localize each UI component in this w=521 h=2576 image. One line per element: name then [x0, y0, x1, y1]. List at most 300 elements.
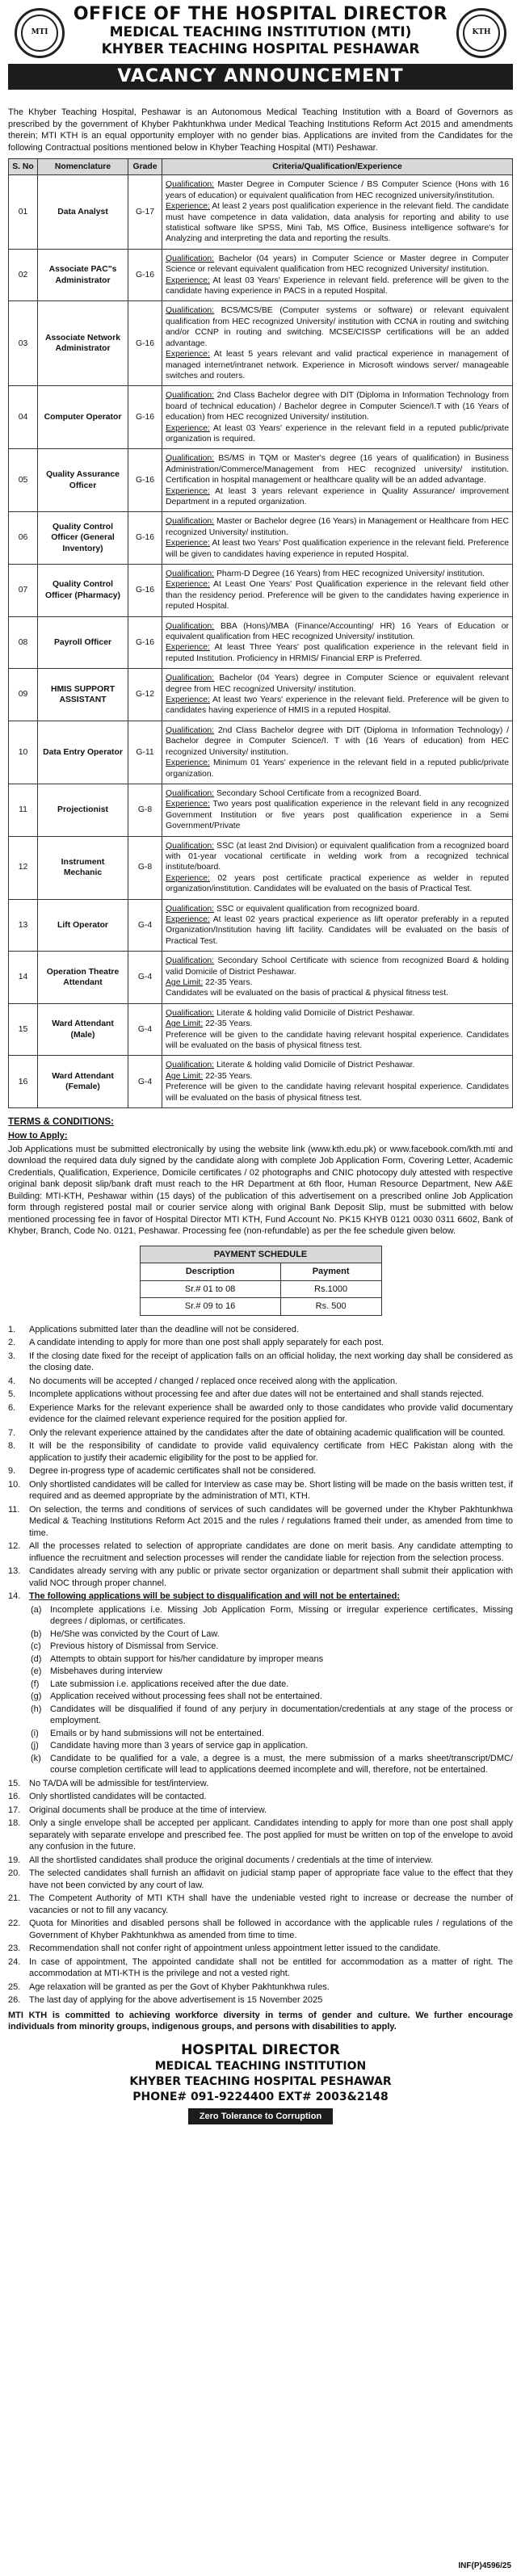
qualification-text: Secondary School Certificate from a recognized Board. [216, 788, 422, 798]
term-item [8, 1791, 513, 1803]
experience-line [166, 695, 509, 716]
term-number: 9. [8, 1466, 16, 1477]
experience-label: Experience: [166, 580, 210, 590]
term-item [8, 1591, 513, 1603]
header [8, 5, 513, 102]
col-grade: Grade [128, 159, 162, 175]
serial-number: 13 [9, 899, 38, 952]
qualification-line [166, 516, 509, 538]
serial-number: 11 [9, 784, 38, 836]
payment-amount: Rs.1000 [280, 1280, 381, 1298]
criteria-cell [162, 175, 513, 249]
experience-label: Experience: [166, 873, 210, 883]
term-number: 21. [8, 1893, 21, 1904]
term-text: No documents will be accepted / changed / replaced once received along with the application. [29, 1376, 398, 1386]
experience-label: Experience: [166, 423, 210, 433]
term-text: It will be the responsibility of candidate to provide valid equivalency certificate from HEC Pakistan along with the application to justify their academic eligibility for the post to be applied for. [29, 1441, 513, 1463]
table-row [9, 512, 513, 565]
footer-title: HOSPITAL DIRECTOR [181, 2041, 340, 2058]
experience-label: Experience: [166, 486, 210, 496]
experience-line [166, 799, 509, 831]
qualification-text: SSC or equivalent qualification from recognized board. [216, 904, 420, 914]
term-number: 14. [8, 1591, 21, 1602]
intro-paragraph: The Khyber Teaching Hospital, Peshawar is an Autonomous Medical Teaching Institution with a Board of Governors as prescribed by the government of Khyber Pakhtunkhwa under Medical Teaching Institutions Reform Act 2015 and amendments therein; MTI KTH is an equal opportunity employer with no gender bias. Applications are invited from the Candidates for the following Contractual positions mentioned below in Khyber Teaching Hospital (MTI) Peshawar. [8, 107, 513, 153]
sub-item-letter: (j) [31, 1741, 39, 1751]
payment-row [140, 1280, 381, 1298]
table-row [9, 249, 513, 301]
position-name: Operation Theatre Attendant [38, 952, 128, 1004]
qualification-text: 2nd Class Bachelor degree with DIT (Diploma in Information Technology) / Bachelor degree in Computer Science/I. T with (16 Years of education) from HEC recognized University/ institution. [166, 725, 509, 757]
criteria-cell [162, 721, 513, 784]
vacancy-banner: VACANCY ANNOUNCEMENT [8, 64, 513, 90]
experience-label: Experience: [166, 275, 210, 285]
criteria-cell [162, 669, 513, 721]
sub-item [31, 1753, 513, 1776]
criteria-cell [162, 616, 513, 669]
vacancy-table-header [9, 159, 513, 175]
qualification-text: BBA (Hons)/MBA (Finance/Accounting/ HR) 16 Years of Education or equivalent qualification from HEC recognized University/ institution. [166, 621, 510, 642]
qualification-line [166, 453, 509, 485]
term-number: 18. [8, 1818, 21, 1829]
qualification-label: Qualification: [166, 1008, 215, 1018]
table-row [9, 784, 513, 836]
sub-item-letter: (k) [31, 1753, 41, 1763]
term-text: On selection, the terms and conditions of services of such candidates will be governed under the Khyber Pakhtunkhwa Medical & Teaching Institutions Reform Act 2015 and the rules / regulations framed their under, as amended from time to time. [29, 1504, 513, 1538]
term-number: 15. [8, 1778, 21, 1788]
term-text: Only shortlisted candidates will be called for Interview as case may be. Short listing will be made on the basis written test, if required and as deemed appropriate by the administration of MTI, KTH. [29, 1479, 513, 1502]
how-to-apply-heading: How to Apply: [8, 1131, 68, 1141]
serial-number: 09 [9, 669, 38, 721]
experience-label: Experience: [166, 759, 210, 768]
criteria-cell [162, 449, 513, 512]
position-name: Associate PAC"s Administrator [38, 249, 128, 301]
experience-line [166, 538, 509, 560]
term-number: 12. [8, 1541, 21, 1552]
serial-number: 06 [9, 512, 38, 565]
terms-list [8, 1324, 513, 2007]
serial-number: 07 [9, 565, 38, 617]
term-text: Only shortlisted candidates will be contacted. [29, 1792, 207, 1802]
term-text: If the closing date fixed for the receipt of application falls on an official holiday, the next working day shall be considered as the closing date. [29, 1351, 513, 1373]
experience-line [166, 201, 509, 245]
serial-number: 15 [9, 1003, 38, 1056]
experience-line [166, 579, 509, 611]
term-number: 6. [8, 1402, 16, 1413]
qualification-text: Master or Bachelor degree (16 Years) in Management or Healthcare from HEC recognized University/ institution. [166, 517, 509, 537]
sub-item-text: Candidate to be qualified for a vale, a degree is a must, the mere submission of a marks sheet/transcript/DMC/ course completion certificate will lead to applications deemed incomplete and will, therefore, not be entertained. [50, 1753, 513, 1775]
position-name: Data Analyst [38, 175, 128, 249]
grade: G-4 [128, 1003, 162, 1056]
qualification-line [166, 390, 509, 422]
grade: G-16 [128, 449, 162, 512]
sub-item [31, 1691, 513, 1703]
experience-label: Experience: [166, 202, 210, 212]
term-number: 17. [8, 1805, 21, 1815]
serial-number: 14 [9, 952, 38, 1004]
table-row [9, 565, 513, 617]
position-name: Quality Control Officer (Pharmacy) [38, 565, 128, 617]
qualification-line [166, 569, 509, 579]
qualification-line [166, 788, 509, 799]
term-number: 13. [8, 1566, 21, 1577]
age-limit-label: Age Limit: [166, 978, 204, 987]
qualification-label: Qualification: [166, 306, 215, 316]
logo-left-text: MTI [21, 15, 58, 52]
grade: G-4 [128, 899, 162, 952]
experience-line [166, 423, 509, 445]
experience-label: Experience: [166, 350, 210, 359]
qualification-label: Qualification: [166, 391, 215, 401]
criteria-cell [162, 836, 513, 899]
table-row [9, 1003, 513, 1056]
criteria-cell [162, 1003, 513, 1056]
grade: G-12 [128, 669, 162, 721]
term-item [8, 1981, 513, 1994]
table-row [9, 175, 513, 249]
term-number: 19. [8, 1855, 21, 1865]
position-name: Computer Operator [38, 386, 128, 449]
mti-logo [15, 8, 65, 58]
term-text: Quota for Minorities and disabled persons shall be followed in accordance with the applicable rules / regulations of the Government of Khyber Pakhtunkhwa as amended from time to time. [29, 1918, 513, 1940]
sub-item-letter: (g) [31, 1691, 42, 1702]
vacancy-table [8, 158, 513, 1108]
term-item [8, 1479, 513, 1502]
term-item [8, 1565, 513, 1589]
experience-text: At least 02 years practical experience as lift operator preferably in a reputed Organization/Institution having lift facility. Candidates will be evaluated on the basis of Practical Test. [166, 914, 509, 946]
sub-item-letter: (c) [31, 1641, 41, 1652]
sub-item-text: Misbehaves during interview [50, 1666, 162, 1677]
term-item [8, 1540, 513, 1564]
qualification-label: Qualification: [166, 1061, 215, 1070]
evaluation-note: Preference will be given to the candidate having relevant hospital experience. Candidates will be evaluated on the basis of physical fitness test. [166, 1030, 509, 1051]
grade: G-16 [128, 386, 162, 449]
footer [8, 2041, 513, 2125]
age-limit-label: Age Limit: [166, 1019, 204, 1029]
sub-item [31, 1666, 513, 1678]
grade: G-4 [128, 1056, 162, 1108]
kth-logo [456, 8, 506, 58]
term-item [8, 1805, 513, 1817]
payment-schedule-table [140, 1246, 382, 1316]
age-limit-label: Age Limit: [166, 1071, 204, 1081]
term-item [8, 1855, 513, 1867]
position-name: Data Entry Operator [38, 721, 128, 784]
footer-phone: PHONE# 091-9224400 EXT# 2003&2148 [132, 2090, 389, 2103]
term-number: 4. [8, 1376, 16, 1386]
term-text: In case of appointment, The appointed candidate shall not be entitled for accommodation as a matter of right. The accommodation at MTI-KTH is the privilege and not a vested right. [29, 1956, 513, 1979]
grade: G-11 [128, 721, 162, 784]
table-row [9, 899, 513, 952]
qualification-label: Qualification: [166, 674, 215, 683]
experience-text: At least two Years' experience in the relevant field. Preference will be given to candidates having experience of HMIS in a reputed Hospital. [166, 695, 509, 716]
term-text: No TA/DA will be admissible for test/interview. [29, 1778, 209, 1788]
qualification-label: Qualification: [166, 454, 215, 464]
sub-item [31, 1641, 513, 1653]
payment-schedule-title: PAYMENT SCHEDULE [140, 1246, 381, 1263]
experience-line [166, 873, 509, 895]
term-text: Only the relevant experience attained by the candidates after the date of obtaining academic qualification will be counted. [29, 1427, 506, 1438]
grade: G-8 [128, 784, 162, 836]
position-name: Payroll Officer [38, 616, 128, 669]
sub-item-letter: (d) [31, 1654, 42, 1664]
sub-item-letter: (f) [31, 1679, 40, 1689]
position-name: Quality Assurance Officer [38, 449, 128, 512]
criteria-cell [162, 565, 513, 617]
term-text: A candidate intending to apply for more than one post shall apply separately for each post. [29, 1338, 384, 1348]
term-text: Only a single envelope shall be accepted per applicant. Candidates intending to apply for more than one post shall apply separately with separate envelope and prescribed fee. The post applied for must be written on top of the envelope to avoid any confusion in the future. [29, 1818, 513, 1852]
term-text: The following applications will be subject to disqualification and will not be entertained: [29, 1591, 400, 1602]
position-name: Associate Network Administrator [38, 301, 128, 386]
age-limit-text: 22-35 Years. [205, 1019, 253, 1029]
experience-label: Experience: [166, 539, 210, 548]
footer-institution: MEDICAL TEACHING INSTITUTION [154, 2059, 367, 2073]
sub-item [31, 1679, 513, 1691]
age-limit-line [166, 977, 509, 988]
term-text: Applications submitted later than the deadline will not be considered. [29, 1324, 299, 1334]
publication-ref: INF(P)4596/25 [458, 2561, 511, 2570]
sub-item-text: He/She was convicted by the Court of Law. [50, 1628, 220, 1639]
term-text: Candidates already serving with any public or private sector organization or department shall submit their application with valid NOC through proper channel. [29, 1566, 513, 1588]
term-item [8, 1778, 513, 1790]
grade: G-4 [128, 952, 162, 1004]
experience-label: Experience: [166, 643, 210, 653]
criteria-cell [162, 952, 513, 1004]
sub-item [31, 1728, 513, 1740]
evaluation-note: Candidates will be evaluated on the basis of practical & physical fitness test. [166, 989, 449, 998]
position-name: Instrument Mechanic [38, 836, 128, 899]
experience-text: At Least One Years' Post Qualification experience in the relevant field other than the residency period. Preference will be given to the candidates having experience in reputed Hospital. [166, 580, 509, 611]
qualification-line [166, 904, 509, 914]
term-text: The last day of applying for the above advertisement is 15 November 2025 [29, 1995, 323, 2006]
diversity-statement: MTI KTH is committed to achieving workforce diversity in terms of gender and culture. We further encourage individuals from minority groups, indigenous groups, and persons with disabilities to apply. [8, 2010, 513, 2032]
age-limit-text: 22-35 Years. [205, 978, 253, 987]
qualification-label: Qualification: [166, 517, 215, 527]
term-text: Age relaxation will be granted as per the Govt of Khyber Pakhtunkhwa rules. [29, 1981, 330, 1992]
term-text: All the shortlisted candidates shall produce the original documents / credentials at the time of interview. [29, 1855, 434, 1865]
sub-item-letter: (h) [31, 1704, 42, 1714]
term-item [8, 1465, 513, 1477]
qualification-line [166, 179, 509, 201]
terms-title: TERMS & CONDITIONS: [8, 1117, 114, 1128]
sub-item-text: Candidates will be disqualified if found of any perjury in documentation/credentials at any stage of the process or employment. [50, 1704, 513, 1726]
qualification-label: Qualification: [166, 725, 215, 735]
qualification-text: BCS/MCS/BE (Computer systems or software) or relevant equivalent qualification from HEC recognized University/ institution with CCNA in routing and switching and/or CCNP in routing and switching. MCSE/CISSP certifications will be an added advantage. [166, 306, 509, 348]
qualification-label: Qualification: [166, 841, 215, 851]
sub-item [31, 1654, 513, 1666]
qualification-text: Bachelor (04 years) in Computer Science or Master degree in Computer Science or relevant equivalent qualification from HEC recognized University/ institution. [166, 254, 510, 275]
experience-text: At least 3 years relevant experience in Quality Assurance/ improvement Department in a reputed organization. [166, 486, 509, 506]
serial-number: 03 [9, 301, 38, 386]
experience-line [166, 275, 509, 297]
age-limit-line [166, 1019, 509, 1029]
serial-number: 01 [9, 175, 38, 249]
criteria-cell [162, 386, 513, 449]
footer-hospital: KHYBER TEACHING HOSPITAL PESHAWAR [129, 2074, 392, 2088]
age-limit-line [166, 1071, 509, 1082]
evaluation-note: Preference will be given to the candidate having relevant hospital experience. Candidates will be evaluated on the basis of physical fitness test. [166, 1082, 509, 1103]
qualification-line [166, 1060, 509, 1070]
term-number: 3. [8, 1351, 16, 1361]
logo-right-text: KTH [463, 15, 500, 52]
term-number: 5. [8, 1389, 16, 1400]
sub-item [31, 1604, 513, 1628]
qualification-line [166, 1008, 509, 1019]
serial-number: 08 [9, 616, 38, 669]
sub-item-text: Late submission i.e. applications received after the due date. [50, 1679, 289, 1689]
term-item [8, 1943, 513, 1955]
payment-row [140, 1298, 381, 1316]
institution-title: MEDICAL TEACHING INSTITUTION (MTI) [109, 24, 412, 40]
payment-col-payment: Payment [280, 1263, 381, 1281]
qualification-text: BS/MS in TQM or Master's degree (16 years of qualification) in Business Administration/Commerce/Management from HEC recognized university/ institution. Certification in hospital management or healthcare quality will be an added advantage. [166, 454, 510, 485]
serial-number: 12 [9, 836, 38, 899]
experience-text: At least 03 Years' experience in the relevant field in a reputed public/private organization is required. [166, 423, 509, 443]
position-name: Projectionist [38, 784, 128, 836]
qualification-line [166, 254, 509, 275]
position-name: Quality Control Officer (General Inventory) [38, 512, 128, 565]
disqualification-sublist [31, 1604, 513, 1776]
zero-tolerance-tagline: Zero Tolerance to Corruption [188, 2108, 333, 2125]
term-number: 24. [8, 1956, 21, 1967]
qualification-line [166, 725, 509, 758]
term-item [8, 1351, 513, 1374]
criteria-cell [162, 249, 513, 301]
table-row [9, 952, 513, 1004]
qualification-line [166, 621, 509, 643]
disqualification-sublist-wrapper [8, 1604, 513, 1776]
term-number: 25. [8, 1981, 21, 1992]
experience-text: 02 years post certificate practical experience as welder in reputed organization/institution. Candidates will be evaluated on the basis of Practical Test. [166, 873, 509, 894]
table-row [9, 301, 513, 386]
sub-item-letter: (i) [31, 1728, 39, 1738]
payment-description: Sr.# 01 to 08 [140, 1280, 280, 1298]
col-sno: S. No [9, 159, 38, 175]
grade: G-16 [128, 616, 162, 669]
sub-item [31, 1704, 513, 1727]
term-number: 26. [8, 1995, 21, 2006]
criteria-cell [162, 899, 513, 952]
term-number: 10. [8, 1479, 21, 1490]
col-nomenclature: Nomenclature [38, 159, 128, 175]
term-item [8, 1817, 513, 1853]
term-text: The selected candidates shall furnish an affidavit on judicial stamp paper of appropriate face value to the effect that they have not been convicted by any court of law. [29, 1868, 513, 1890]
sub-item [31, 1628, 513, 1641]
term-item [8, 1337, 513, 1349]
serial-number: 02 [9, 249, 38, 301]
qualification-text: Pharm-D Degree (16 Years) from HEC recognized University/ institution. [216, 569, 485, 578]
sub-item-letter: (b) [31, 1628, 42, 1639]
qualification-label: Qualification: [166, 788, 215, 798]
experience-line [166, 642, 509, 664]
sub-item-text: Emails or by hand submissions will not be entertained. [50, 1728, 264, 1738]
criteria-cell [162, 512, 513, 565]
qualification-line [166, 673, 509, 695]
serial-number: 16 [9, 1056, 38, 1108]
position-name: Ward Attendant (Male) [38, 1003, 128, 1056]
qualification-label: Qualification: [166, 956, 215, 966]
term-text: Degree in-progress type of academic certificates shall not be considered. [29, 1466, 317, 1477]
term-item [8, 1402, 513, 1426]
office-title: OFFICE OF THE HOSPITAL DIRECTOR [73, 4, 448, 24]
payment-description: Sr.# 09 to 16 [140, 1298, 280, 1316]
qualification-label: Qualification: [166, 569, 215, 578]
serial-number: 10 [9, 721, 38, 784]
qualification-text: Literate & holding valid Domicile of District Peshawar. [216, 1061, 415, 1070]
term-item [8, 1324, 513, 1336]
term-number: 7. [8, 1427, 16, 1438]
qualification-label: Qualification: [166, 904, 215, 914]
experience-label: Experience: [166, 914, 210, 924]
term-number: 1. [8, 1324, 16, 1334]
term-text: Incomplete applications without processing fee and after due dates will not be entertained and shall stands rejected. [29, 1389, 485, 1400]
term-item [8, 1389, 513, 1401]
term-item [8, 1504, 513, 1540]
term-text: Recommendation shall not confer right of appointment unless appointment letter issued to the candidate. [29, 1944, 441, 1954]
qualification-line [166, 305, 509, 349]
qualification-label: Qualification: [166, 254, 215, 263]
payment-amount: Rs. 500 [280, 1298, 381, 1316]
sub-item-letter: (e) [31, 1666, 42, 1677]
serial-number: 04 [9, 386, 38, 449]
qualification-text: Master Degree in Computer Science / BS Computer Science (Hons with 16 years of education) or equivalent qualification from HEC recognized university/institution. [166, 180, 509, 200]
qualification-text: Literate & holding valid Domicile of District Peshawar. [216, 1008, 415, 1018]
experience-label: Experience: [166, 800, 210, 809]
term-item [8, 1956, 513, 1980]
sub-item-text: Candidate having more than 3 years of service gap in application. [50, 1741, 309, 1751]
experience-line [166, 486, 509, 508]
experience-text: Minimum 01 Years' experience in the relevant field in a reputed public/private organization. [166, 759, 509, 779]
sub-item-text: Application received without processing fees shall not be entertained. [50, 1691, 322, 1702]
qualification-label: Qualification: [166, 180, 215, 190]
table-row [9, 386, 513, 449]
serial-number: 05 [9, 449, 38, 512]
term-number: 8. [8, 1441, 16, 1452]
term-item [8, 1918, 513, 1941]
experience-text: At least 5 years relevant and valid practical experience in management of managed internet/intranet network. Experience in Microsoft windows server/ manageable switches and routers. [166, 350, 509, 380]
term-number: 23. [8, 1944, 21, 1954]
term-item [8, 1427, 513, 1439]
sub-item-text: Attempts to obtain support for his/her candidature by improper means [50, 1654, 324, 1664]
criteria-cell [162, 301, 513, 386]
term-number: 2. [8, 1338, 16, 1348]
term-number: 22. [8, 1918, 21, 1929]
position-name: Ward Attendant (Female) [38, 1056, 128, 1108]
table-row [9, 721, 513, 784]
sub-item [31, 1740, 513, 1752]
term-text: The Competent Authority of MTI KTH shall have the undeniable vested right to increase or decrease the number of vacancies or not to fill any vacancy. [29, 1893, 513, 1915]
table-row [9, 669, 513, 721]
qualification-line [166, 956, 509, 977]
term-item [8, 1376, 513, 1388]
experience-label: Experience: [166, 695, 210, 705]
term-item [8, 1994, 513, 2007]
grade: G-16 [128, 249, 162, 301]
sub-item-letter: (a) [31, 1604, 42, 1615]
criteria-cell [162, 784, 513, 836]
grade: G-16 [128, 301, 162, 386]
position-name: Lift Operator [38, 899, 128, 952]
qualification-text: SSC (at least 2nd Division) or equivalent qualification from a recognized board with 01-year vocational certificate in welding work from a recognized technical institute/board. [166, 841, 509, 872]
term-number: 20. [8, 1868, 21, 1879]
qualification-line [166, 841, 509, 873]
term-item [8, 1440, 513, 1464]
how-to-apply-text: Job Applications must be submitted electronically by using the website link (www.kth.edu.pk) or www.facebook.com/kth.mti and download the required data duly signed by the candidate along with complete Job Application Form, Covering Letter, Academic Credentials, Qualification, Experience, Domicile certificates / 02 photographs and CNIC photocopy duly attested with respective original bank deposit slip/bank draft must reach to the HR Department at 6th floor, Human Resource Department, New A&E Building: MTI-KTH, Peshawar within (15 days) of the publication of this advertisement on a prescribed online Job Application form through registered postal mail or courier service along with original Bank Deposit Slip, must be submitted with below mentioned processing fee in favor of Hospital Director MTI KTH, Fund Account No. PK15 KHYB 0121 0030 0311 6602, Bank of Khyber, Branch, Code No. 0121, Peshawar. Processing fee (non-refundable) as per the fee schedule given below. [8, 1144, 513, 1237]
grade: G-8 [128, 836, 162, 899]
payment-col-description: Description [140, 1263, 280, 1281]
experience-line [166, 758, 509, 780]
experience-line [166, 914, 509, 947]
qualification-label: Qualification: [166, 621, 215, 631]
